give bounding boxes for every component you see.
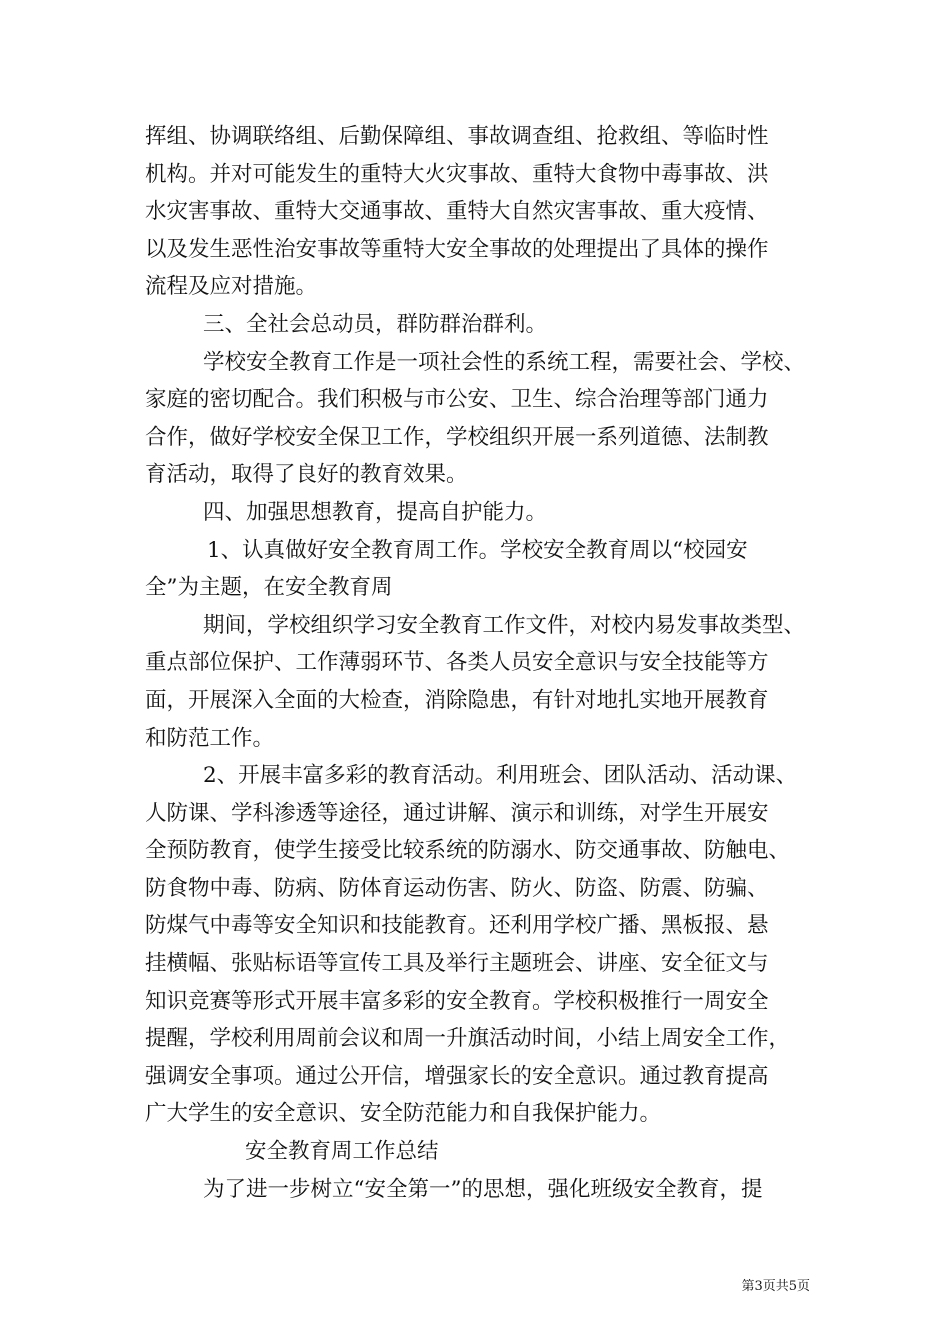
text-line: 知识竞赛等形式开展丰富多彩的安全教育。学校积极推行一周安全 — [145, 988, 769, 1014]
text-line: 防煤气中毒等安全知识和技能教育。还利用学校广播、黑板报、悬 — [145, 913, 769, 939]
text-line: 全”为主题，在安全教育周 — [145, 575, 393, 601]
page-number-footer: 第3页共5页 — [741, 1279, 810, 1294]
text-line: 重点部位保护、工作薄弱环节、各类人员安全意识与安全技能等方 — [145, 650, 769, 676]
text-line: 强调安全事项。通过公开信，增强家长的安全意识。通过教育提高 — [145, 1063, 769, 1089]
text-line: 家庭的密切配合。我们积极与市公安、卫生、综合治理等部门通力 — [145, 387, 769, 413]
text-line: 为了进一步树立“安全第一”的思想，强化班级安全教育，提 — [203, 1176, 763, 1202]
text-line: 1、认真做好安全教育周工作。学校安全教育周以“校园安 — [207, 537, 748, 563]
text-line: 安全教育周工作总结 — [245, 1139, 439, 1165]
text-line: 流程及应对措施。 — [145, 274, 318, 300]
text-line: 育活动，取得了良好的教育效果。 — [145, 462, 468, 488]
text-line: 人防课、学科渗透等途径，通过讲解、演示和训练，对学生开展安 — [145, 800, 769, 826]
text-line: 全预防教育，使学生接受比较系统的防溺水、防交通事故、防触电、 — [145, 838, 791, 864]
text-line: 广大学生的安全意识、安全防范能力和自我保护能力。 — [145, 1101, 662, 1127]
text-line: 面，开展深入全面的大检查，消除隐患，有针对地扎实地开展教育 — [145, 687, 769, 713]
document-body — [145, 118, 813, 1208]
text-line: 四、加强思想教育，提高自护能力。 — [203, 499, 548, 525]
text-line: 挥组、协调联络组、后勤保障组、事故调查组、抢救组、等临时性 — [145, 124, 769, 149]
text-line: 挂横幅、张贴标语等宣传工具及举行主题班会、讲座、安全征文与 — [145, 951, 769, 977]
text-line: 水灾害事故、重特大交通事故、重特大自然灾害事故、重大疫情、 — [145, 199, 769, 225]
text-line: 2、开展丰富多彩的教育活动。利用班会、团队活动、活动课、 — [203, 763, 798, 789]
text-line: 提醒，学校利用周前会议和周一升旗活动时间，小结上周安全工作， — [145, 1026, 791, 1052]
text-line: 以及发生恶性治安事故等重特大安全事故的处理提出了具体的操作 — [145, 236, 769, 262]
text-line: 学校安全教育工作是一项社会性的系统工程，需要社会、学校、 — [203, 349, 806, 375]
text-line: 合作，做好学校安全保卫工作，学校组织开展一系列道德、法制教 — [145, 424, 769, 450]
text-line: 防食物中毒、防病、防体育运动伤害、防火、防盗、防震、防骗、 — [145, 875, 769, 901]
text-line: 三、全社会总动员，群防群治群利。 — [203, 311, 548, 337]
text-line: 机构。并对可能发生的重特大火灾事故、重特大食物中毒事故、洪 — [145, 161, 769, 187]
text-line: 期间，学校组织学习安全教育工作文件，对校内易发事故类型、 — [203, 612, 806, 638]
text-line: 和防范工作。 — [145, 725, 275, 751]
